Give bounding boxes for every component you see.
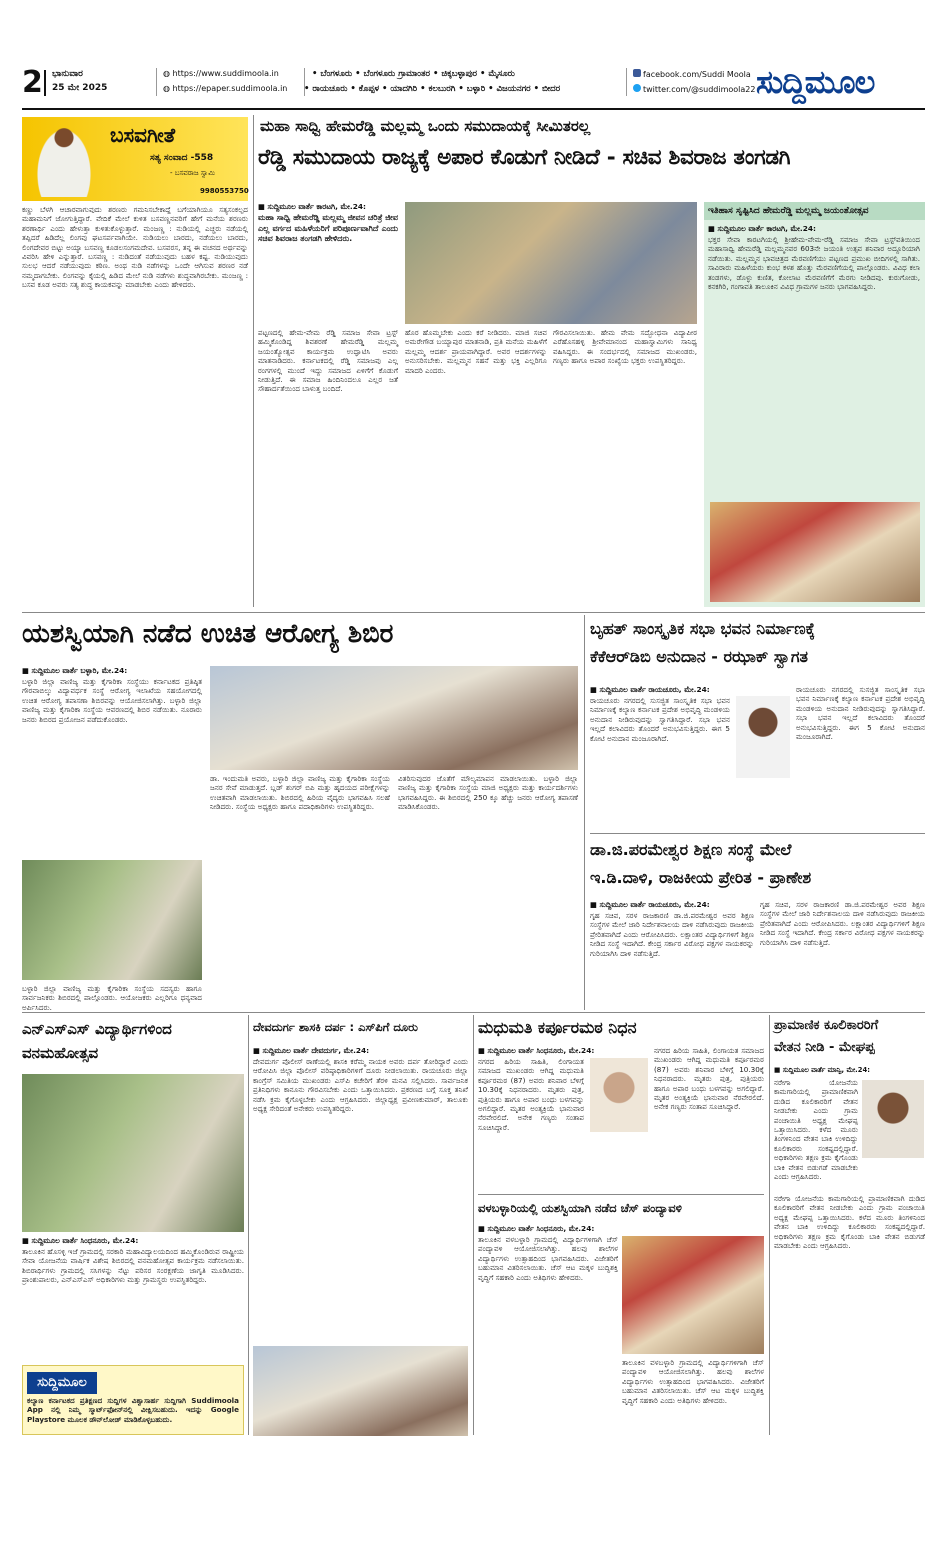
cultural-text: ರಾಯಚೂರು ನಗರದಲ್ಲಿ ಸುಸಜ್ಜಿತ ಸಾಂಸ್ಕೃತಿಕ ಸಭಾ ಭವನ ನಿರ್ಮಾಣಕ್ಕೆ ಕಲ್ಯಾಣ ಕರ್ನಾಟಕ ಪ್ರದೇಶ ಅಭಿವೃದ್ಧಿ ಮಂಡಳಿಯ ಅನುದಾನ ನೀಡಿರುವುದನ್ನು ಸ್ವಾಗತಿಸಿದ್ದಾರೆ. ಸಭಾ ಭವನ ಇಲ್ಲದೆ ಕಲಾವಿದರು ತೊಂದರೆ ಅನುಭವಿಸುತ್ತಿದ್ದರು. ಈಗ 5 ಕೋಟಿ ಅನುದಾನ ಮಂಜೂರಾಗಿದೆ. [590, 696, 730, 743]
chess-headline: ವಳಬಳ್ಳಾರಿಯಲ್ಲಿ ಯಶಸ್ವಿಯಾಗಿ ನಡೆದ ಚೆಸ್ ಪಂದ್ಯಾವಳಿ [478, 1201, 682, 1215]
cultural-headline-1: ಬೃಹತ್ ಸಾಂಸ್ಕೃತಿಕ ಸಭಾ ಭವನ ನಿರ್ಮಾಣಕ್ಕೆ [590, 619, 815, 638]
sidebar-text: ಭಕ್ತರ ಸೇವಾ ಕಾರಟಗಿಯಲ್ಲಿ ಶ್ರೀಹೇಮ-ವೇಮ-ರೆಡ್ಡಿ ಸಮಾಜ ಸೇವಾ ಟ್ರಸ್ಟ್‌ವತಿಯಿಂದ ಮಹಾಸಾಧ್ವಿ ಹೇಮರೆಡ್ಡಿ ಮಲ್ಲಮ್ಮನವರ 603ನೇ ಜಯಂತಿ ಉತ್ಸವ ಶನಿವಾರ ಅದ್ದೂರಿಯಾಗಿ ನಡೆಯಿತು. ಮಲ್ಲಮ್ಮನ ಭಾವಚಿತ್ರದ ಮೆರವಣಿಗೆಯು ಪಟ್ಟಣದ ಪ್ರಮುಖ ಬೀದಿಗಳಲ್ಲಿ ಸಾಗಿತು. ಸಾವಿರಾರು ಮಹಿಳೆಯರು ಕುಂಭ ಕಳಶ ಹೊತ್ತು ಮೆರವಣಿಗೆಯಲ್ಲಿ ಪಾಲ್ಗೊಂಡರು. ವಿವಿಧ ಕಲಾ ತಂಡಗಳು, ಡೊಳ್ಳು ಕುಣಿತ, ಕೋಲಾಟ ಮೆರವಣಿಗೆಗೆ ಮೆರಗು ನೀಡಿದವು. ಕುರುಗೋಡು, ಕನಕಗಿರಿ, ಗಂಗಾವತಿ ತಾಲೂಕಿನ ವಿವಿಧ ಗ್ರಾಮಗಳ ಜನರು ಭಾಗವಹಿಸಿದ್ದರು. [708, 235, 920, 292]
header-rule [22, 108, 925, 110]
cultural-headline-2: ಕೆಕೆಆರ್‌ಡಿಬಿ ಅನುದಾನ - ರಝಾಕ್ ಸ್ವಾಗತ [590, 647, 808, 666]
page-header [22, 63, 925, 106]
chess-byline: ■ ಸುದ್ದಿಮೂಲ ವಾರ್ತೆ ಸಿಂಧನೂರು, ಮೇ.24: [478, 1224, 595, 1233]
parameshwar-headline-2: ಇ.ಡಿ.ದಾಳಿ, ರಾಜಕೀಯ ಪ್ರೇರಿತ - ಪ್ರಾಣೇಶ [590, 868, 812, 887]
devadurga-byline: ■ ಸುದ್ದಿಮೂಲ ವಾರ್ತೆ ದೇವದುರ್ಗ, ಮೇ.24: [253, 1046, 370, 1055]
basavageete-box [22, 117, 248, 201]
sidebar-byline: ■ ಸುದ್ದಿಮೂಲ ವಾರ್ತೆ ಕಾರಟಗಿ, ಮೇ.24: [708, 224, 816, 233]
column-rule [769, 1015, 770, 1435]
parameshwar-byline: ■ ಸುದ್ದಿಮೂಲ ವಾರ್ತೆ ರಾಯಚೂರು, ಮೇ.24: [590, 900, 710, 909]
top-margin [0, 0, 945, 44]
globe-icon: ◍ [163, 84, 173, 93]
lead-quote: ಮಹಾ ಸಾಧ್ವಿ ಹೇಮರೆಡ್ಡಿ ಮಲ್ಲಮ್ಮ ಜೀವನ ಚರಿತ್ರೆ ಜೀವ ಎಲ್ಲ ವರ್ಗದ ಮಹಿಳೆಯರಿಗೆ ಪರಿಪೂರ್ಣವಾಗಿದೆ ಎಂದು ಸಚಿವ ಶಿವರಾಜ ತಂಗಡಗಿ ಹೇಳಿದರು. [258, 213, 398, 244]
epaper-link[interactable]: ◍ https://epaper.suddimoola.in [163, 84, 288, 93]
section-rule [478, 1194, 764, 1195]
lead-text-3: ಗೌರವಿಸಲಾಯಿತು. ಹೇಮ ವೇಮ ಸದ್ಭೋಧನಾ ವಿದ್ಯಾಪೀಠ ಎರೆಹೊಸಹಳ್ಳಿ ಶ್ರೀವೇಮಾನಂದ ಮಹಾಸ್ವಾಮಿಗಳು ಸಾನಿಧ್ಯ ವಹಿಸಿದ್ದರು. ಈ ಸಂದರ್ಭದಲ್ಲಿ ಸಮಾಜದ ಮುಖಂಡರು, ಗಣ್ಯರು ಹಾಗೂ ಅಪಾರ ಸಂಖ್ಯೆಯ ಭಕ್ತರು ಉಪಸ್ಥಿತರಿದ್ದರು. [553, 328, 697, 366]
basavageete-author: - ಬಸವರಾಜ ಸ್ವಾಮಿ [170, 169, 215, 177]
globe-icon: ◍ [163, 69, 173, 78]
health-camp-text-4: ಬಳ್ಳಾರಿ ಜಿಲ್ಲಾ ವಾಣಿಜ್ಯ ಮತ್ತು ಕೈಗಾರಿಕಾ ಸಂಸ್ಥೆಯ ಸದಸ್ಯರು ಹಾಗೂ ಸಾರ್ವಜನಿಕರು ಶಿಬಿರದಲ್ಲಿ ಪಾಲ್ಗೊಂಡರು. ಆಯೋಜಕರು ಎಲ್ಲರಿಗೂ ಧನ್ಯವಾದ ಅರ್ಪಿಸಿದರು. [22, 984, 202, 1012]
devadurga-photo [253, 1346, 468, 1436]
health-camp-photo-main [210, 666, 578, 770]
twitter-link[interactable]: twitter.com/@suddimoola22 [633, 84, 755, 94]
column-rule [248, 1015, 249, 1435]
sidebar-photo [710, 502, 920, 602]
wages-text-2: ನರೇಗಾ ಯೋಜನೆಯ ಕಾಮಗಾರಿಯಲ್ಲಿ ಪ್ರಾಮಾಣಿಕವಾಗಿ ದುಡಿದ ಕೂಲಿಕಾರರಿಗೆ ವೇತನ ನೀಡಬೇಕು ಎಂದು ಗ್ರಾಮ ಪಂಚಾಯಿತಿ ಅಧ್ಯಕ್ಷ ಮೇಘಪ್ಪ ಒತ್ತಾಯಿಸಿದರು. ಕಳೆದ ಮೂರು ತಿಂಗಳಿನಿಂದ ವೇತನ ಬಾಕಿ ಉಳಿದಿದ್ದು ಕೂಲಿಕಾರರು ಸಂಕಷ್ಟದಲ್ಲಿದ್ದಾರೆ. ಅಧಿಕಾರಿಗಳು ತಕ್ಷಣ ಕ್ರಮ ಕೈಗೊಂಡು ಬಾಕಿ ವೇತನ ಬಿಡುಗಡೆ ಮಾಡಬೇಕು ಎಂದು ಆಗ್ರಹಿಸಿದರು. [774, 1194, 925, 1251]
nss-headline-2: ವನಮಹೋತ್ಸವ [22, 1044, 99, 1062]
health-camp-headline: ಯಶಸ್ವಿಯಾಗಿ ನಡೆದ ಉಚಿತ ಆರೋಗ್ಯ ಶಿಬಿರ [22, 619, 394, 649]
app-ad-logo: ಸುದ್ದಿಮೂಲ [27, 1372, 97, 1394]
nss-byline: ■ ಸುದ್ದಿಮೂಲ ವಾರ್ತೆ ಸಿಂಧನೂರು, ಮೇ.24: [22, 1236, 139, 1245]
chess-text: ತಾಲೂಕಿನ ವಳಬಳ್ಳಾರಿ ಗ್ರಾಮದಲ್ಲಿ ವಿದ್ಯಾರ್ಥಿಗಳಿಗಾಗಿ ಚೆಸ್ ಪಂದ್ಯಾವಳಿ ಆಯೋಜಿಸಲಾಗಿತ್ತು. ಹಲವು ಶಾಲೆಗಳ ವಿದ್ಯಾರ್ಥಿಗಳು ಉತ್ಸಾಹದಿಂದ ಭಾಗವಹಿಸಿದರು. ವಿಜೇತರಿಗೆ ಬಹುಮಾನ ವಿತರಿಸಲಾಯಿತು. ಚೆಸ್ ಆಟ ಮಕ್ಕಳ ಬುದ್ಧಿಶಕ್ತಿ ವೃದ್ಧಿಗೆ ಸಹಕಾರಿ ಎಂದು ಅತಿಥಿಗಳು ಹೇಳಿದರು. [478, 1235, 618, 1282]
wages-byline: ■ ಸುದ್ದಿಮೂಲ ವಾರ್ತೆ ಮಾನ್ವಿ, ಮೇ.24: [774, 1066, 870, 1074]
nss-text: ತಾಲೂಕಿನ ಹೊಸಳ್ಳಿ ಇಜೆ ಗ್ರಾಮದಲ್ಲಿ ಸರಕಾರಿ ಮಹಾವಿದ್ಯಾಲಯದಿಂದ ಹಮ್ಮಿಕೊಂಡಿರುವ ರಾಷ್ಟ್ರೀಯ ಸೇವಾ ಯೋಜನೆಯ ವಾರ್ಷಿಕ ವಿಶೇಷ ಶಿಬಿರದಲ್ಲಿ ವನಮಹೋತ್ಸವ ಕಾರ್ಯಕ್ರಮ ನಡೆಸಲಾಯಿತು. ಶಿಬಿರಾರ್ಥಿಗಳು ಗ್ರಾಮದಲ್ಲಿ ಸಸಿಗಳನ್ನು ನೆಟ್ಟು ಪರಿಸರ ಸಂರಕ್ಷಣೆಯ ಜಾಗೃತಿ ಮೂಡಿಸಿದರು. ಪ್ರಾಂಶುಪಾಲರು, ಎನ್‌ಎಸ್‌ಎಸ್ ಅಧಿಕಾರಿಗಳು ಮತ್ತು ಗ್ರಾಮಸ್ಥರು ಉಪಸ್ಥಿತರಿದ್ದರು. [22, 1247, 244, 1285]
district-nav-row-1[interactable]: • ಬೆಂಗಳೂರು • ಬೆಂಗಳೂರು ಗ್ರಾಮಾಂತರ • ಚಿಕ್ಕಬಳ್ಳಾಪುರ • ಮೈಸೂರು [312, 69, 515, 79]
cultural-text-2: ರಾಯಚೂರು ನಗರದಲ್ಲಿ ಸುಸಜ್ಜಿತ ಸಾಂಸ್ಕೃತಿಕ ಸಭಾ ಭವನ ನಿರ್ಮಾಣಕ್ಕೆ ಕಲ್ಯಾಣ ಕರ್ನಾಟಕ ಪ್ರದೇಶ ಅಭಿವೃದ್ಧಿ ಮಂಡಳಿಯ ಅನುದಾನ ನೀಡಿರುವುದನ್ನು ಸ್ವಾಗತಿಸಿದ್ದಾರೆ. ಸಭಾ ಭವನ ಇಲ್ಲದೆ ಕಲಾವಿದರು ತೊಂದರೆ ಅನುಭವಿಸುತ್ತಿದ್ದರು. ಈಗ 5 ಕೋಟಿ ಅನುದಾನ ಮಂಜೂರಾಗಿದೆ. [796, 685, 925, 742]
twitter-icon [633, 84, 641, 92]
chess-text-2: ತಾಲೂಕಿನ ವಳಬಳ್ಳಾರಿ ಗ್ರಾಮದಲ್ಲಿ ವಿದ್ಯಾರ್ಥಿಗಳಿಗಾಗಿ ಚೆಸ್ ಪಂದ್ಯಾವಳಿ ಆಯೋಜಿಸಲಾಗಿತ್ತು. ಹಲವು ಶಾಲೆಗಳ ವಿದ್ಯಾರ್ಥಿಗಳು ಉತ್ಸಾಹದಿಂದ ಭಾಗವಹಿಸಿದರು. ವಿಜೇತರಿಗೆ ಬಹುಮಾನ ವಿತರಿಸಲಾಯಿತು. ಚೆಸ್ ಆಟ ಮಕ್ಕಳ ಬುದ್ಧಿಶಕ್ತಿ ವೃದ್ಧಿಗೆ ಸಹಕಾರಿ ಎಂದು ಅತಿಥಿಗಳು ಹೇಳಿದರು. [622, 1358, 764, 1405]
madhumati-text: ನಗರದ ಹಿರಿಯ ಸಾಹಿತಿ, ಲಿಂಗಾಯತ ಸಮಾಜದ ಮುಖಂಡರು ಆಗಿದ್ದ ಮಧುಮತಿ ಕರ್ಪೂರಮಠ (87) ಅವರು ಶನಿವಾರ ಬೆಳಿಗ್ಗೆ 10.30ಕ್ಕೆ ನಿಧನರಾದರು. ಮೃತರು ಪುತ್ರ, ಪುತ್ರಿಯರು ಹಾಗೂ ಅಪಾರ ಬಂಧು ಬಳಗವನ್ನು ಅಗಲಿದ್ದಾರೆ. ಮೃತರ ಅಂತ್ಯಕ್ರಿಯೆ ಭಾನುವಾರ ನೆರವೇರಲಿದೆ. ಅನೇಕ ಗಣ್ಯರು ಸಂತಾಪ ಸೂಚಿಸಿದ್ದಾರೆ. [478, 1057, 584, 1132]
health-camp-photo-small [22, 860, 202, 980]
health-camp-text-3: ವಿತರಿಸುವುದರ ಜೊತೆಗೆ ಮೌಲ್ಯಮಾಪನ ಮಾಡಲಾಯಿತು. ಬಳ್ಳಾರಿ ಜಿಲ್ಲಾ ವಾಣಿಜ್ಯ ಮತ್ತು ಕೈಗಾರಿಕಾ ಸಂಸ್ಥೆಯ ಮಾಜಿ ಅಧ್ಯಕ್ಷರು ಮತ್ತು ಕಾರ್ಯದರ್ಶಿಗಳು ಭಾಗವಹಿಸಿದ್ದರು. ಈ ಶಿಬಿರದಲ್ಲಿ 250 ಕ್ಕೂ ಹೆಚ್ಚು ಜನರು ಆರೋಗ್ಯ ತಪಾಸಣೆ ಮಾಡಿಸಿಕೊಂಡರು. [398, 774, 578, 812]
madhumati-portrait [590, 1058, 648, 1132]
facebook-icon [633, 69, 641, 77]
sidebar-heading: ಇತಿಹಾಸ ಸೃಷ್ಟಿಸಿದ ಹೇಮರೆಡ್ಡಿ ಮಲ್ಲಮ್ಮ ಜಯಂತೋತ್ಸವ [704, 202, 925, 220]
health-camp-text-2: ಡಾ. ಇಂದುಮತಿ ಅವರು, ಬಳ್ಳಾರಿ ಜಿಲ್ಲಾ ವಾಣಿಜ್ಯ ಮತ್ತು ಕೈಗಾರಿಕಾ ಸಂಸ್ಥೆಯ ಜನರ ಸೇವೆ ಮಾಡುತ್ತದೆ. ಬ್ಲಡ್ ಶುಗರ್ ಬಿಪಿ ಮತ್ತು ಹೃದಯದ ಪರೀಕ್ಷೆಗಳನ್ನು ಉಚಿತವಾಗಿ ಮಾಡಲಾಯಿತು. ಶಿಬಿರದಲ್ಲಿ ಹಿರಿಯ ವೈದ್ಯರು ಭಾಗವಹಿಸಿ ಸಲಹೆ ನೀಡಿದರು. ಸಂಸ್ಥೆಯ ಅಧ್ಯಕ್ಷರು ಹಾಗೂ ಪದಾಧಿಕಾರಿಗಳು ಉಪಸ್ಥಿತರಿದ್ದರು. [210, 774, 390, 812]
page-number: 2 [22, 65, 43, 100]
cultural-byline: ■ ಸುದ್ದಿಮೂಲ ವಾರ್ತೆ ರಾಯಚೂರು, ಮೇ.24: [590, 685, 710, 694]
column-rule [253, 115, 254, 607]
header-divider [626, 68, 627, 96]
lead-headline: ರೆಡ್ಡಿ ಸಮುದಾಯ ರಾಜ್ಯಕ್ಕೆ ಅಪಾರ ಕೊಡುಗೆ ನೀಡಿದೆ - ಸಚಿವ ಶಿವರಾಜ ತಂಗಡಗಿ [258, 145, 791, 170]
column-rule [584, 615, 585, 1010]
lead-text-2: ಹೊರ ಹೊಮ್ಮಬೇಕು ಎಂದು ಕರೆ ನೀಡಿದರು. ಮಾಜಿ ಸಚಿವ ಅಮರೇಗೌಡ ಬಯ್ಯಾಪುರ ಮಾತನಾಡಿ, ಪ್ರತಿ ಮನೆಯ ಮಹಿಳೆಗೆ ಮಲ್ಲಮ್ಮ ಆದರ್ಶ ಪ್ರಾಯವಾಗಿದ್ದಾರೆ. ಅವರ ಆದರ್ಶಗಳನ್ನು ಅನುಸರಿಸಬೇಕು. ಮಲ್ಲಮ್ಮನ ಸಹನೆ ಮತ್ತು ಭಕ್ತಿ ಎಲ್ಲರಿಗೂ ಮಾದರಿ ಎಂದರು. [405, 328, 547, 375]
section-rule [22, 1012, 925, 1013]
district-nav-row-2[interactable]: • ರಾಯಚೂರು • ಕೊಪ್ಪಳ • ಯಾದಗಿರಿ • ಕಲಬುರಗಿ • ಬಳ್ಳಾರಿ • ವಿಜಯನಗರ • ಬೀದರ [304, 84, 561, 94]
nss-photo [22, 1074, 244, 1232]
basavageete-subtitle: ಸತ್ಯ ಸಂವಾದ -558 [150, 153, 214, 163]
basavageete-phone: 9980553750 [200, 187, 249, 195]
madhumati-byline: ■ ಸುದ್ದಿಮೂಲ ವಾರ್ತೆ ಸಿಂಧನೂರು, ಮೇ.24: [478, 1046, 595, 1055]
app-ad-text: ಕಲ್ಯಾಣ ಕರ್ನಾಟಕದ ಪ್ರತಿಕ್ಷಣದ ಸುದ್ದಿಗಳ ವಿಶ್ವಾಸಾರ್ಹ ಸುದ್ದಿಗಾಗಿ Suddimoola App ನಲ್ಲಿ ನಿಮ್ಮ ಸ್ಮಾರ್ಟ್‌ಫೋನ್‌ನಲ್ಲಿ ವೀಕ್ಷಿಸಬಹುದು. ಇದನ್ನು Google Playstore ಮೂಲಕ ಡೌನ್‌ಲೋಡ್ ಮಾಡಿಕೊಳ್ಳಬಹುದು. [27, 1396, 239, 1424]
health-camp-text-1: ಬಳ್ಳಾರಿ ಜಿಲ್ಲಾ ವಾಣಿಜ್ಯ ಮತ್ತು ಕೈಗಾರಿಕಾ ಸಂಸ್ಥೆಯು ಕರ್ನಾಟಕದ ಪ್ರತಿಷ್ಠಿತ ಗೌರವಾಬಿಲ್ಕು ವಿದ್ಯಾವರ್ಧಕ ಸಂಸ್ಥೆ ಆರೋಗ್ಯ ಇಲಾಖೆಯ ಸಹಯೋಗದಲ್ಲಿ ಉಚಿತ ಆರೋಗ್ಯ ತಪಾಸಣಾ ಶಿಬಿರವನ್ನು ಆಯೋಜಿಸಲಾಗಿತ್ತು. ಬಳ್ಳಾರಿ ಜಿಲ್ಲಾ ವಾಣಿಜ್ಯ ಮತ್ತು ಕೈಗಾರಿಕಾ ಸಂಸ್ಥೆಯ ಆವರಣದಲ್ಲಿ ಶಿಬಿರ ನಡೆಯಿತು. ನೂರಾರು ಜನರು ಶಿಬಿರದ ಪ್ರಯೋಜನ ಪಡೆದುಕೊಂಡರು. [22, 677, 202, 724]
wages-text: ನರೇಗಾ ಯೋಜನೆಯ ಕಾಮಗಾರಿಯಲ್ಲಿ ಪ್ರಾಮಾಣಿಕವಾಗಿ ದುಡಿದ ಕೂಲಿಕಾರರಿಗೆ ವೇತನ ನೀಡಬೇಕು ಎಂದು ಗ್ರಾಮ ಪಂಚಾಯಿತಿ ಅಧ್ಯಕ್ಷ ಮೇಘಪ್ಪ ಒತ್ತಾಯಿಸಿದರು. ಕಳೆದ ಮೂರು ತಿಂಗಳಿನಿಂದ ವೇತನ ಬಾಕಿ ಉಳಿದಿದ್ದು ಕೂಲಿಕಾರರು ಸಂಕಷ್ಟದಲ್ಲಿದ್ದಾರೆ. ಅಧಿಕಾರಿಗಳು ತಕ್ಷಣ ಕ್ರಮ ಕೈಗೊಂಡು ಬಾಕಿ ವೇತನ ಬಿಡುಗಡೆ ಮಾಡಬೇಕು ಎಂದು ಆಗ್ರಹಿಸಿದರು. [774, 1078, 858, 1182]
header-date: 25 ಮೇ 2025 [52, 83, 108, 93]
header-divider [156, 68, 157, 96]
chess-photo [622, 1236, 764, 1354]
devadurga-headline: ದೇವದುರ್ಗ ಶಾಸಕಿ ದರ್ಪ : ಎಸ್‌ಪಿಗೆ ದೂರು [253, 1020, 418, 1034]
sidebar-box [704, 202, 925, 607]
parameshwar-headline-1: ಡಾ.ಜಿ.ಪರಮೇಶ್ವರ ಶಿಕ್ಷಣ ಸಂಸ್ಥೆ ಮೇಲೆ [590, 840, 792, 859]
madhumati-headline: ಮಧುಮತಿ ಕರ್ಪೂರಮಠ ನಿಧನ [478, 1018, 637, 1037]
lead-text-1: ಪಟ್ಟಣದಲ್ಲಿ ಹೇಮ-ವೇಮ ರೆಡ್ಡಿ ಸಮಾಜ ಸೇವಾ ಟ್ರಸ್ಟ್ ಹಮ್ಮಿಕೊಂಡಿದ್ದ ಶಿವಶರಣೆ ಹೇಮರೆಡ್ಡಿ ಮಲ್ಲಮ್ಮ ಜಯಂತ್ಯೋತ್ಸವ ಕಾರ್ಯಕ್ರಮ ಉದ್ಘಾಟಿಸಿ ಅವರು ಮಾತನಾಡಿದರು. ಕರ್ನಾಟಕದಲ್ಲಿ ರೆಡ್ಡಿ ಸಮಾಜವು ಎಲ್ಲ ರಂಗಗಳಲ್ಲಿ ಮುಂದೆ ಇದ್ದು ಸಮಾಜದ ಏಳಿಗೆಗೆ ಕೊಡುಗೆ ನೀಡುತ್ತಿದೆ. ಈ ಸಮಾಜ ಹಿಂದಿನಿಂದಲೂ ಎಲ್ಲರ ಜತೆ ಸೌಹಾರ್ದತೆಯಿಂದ ಬಾಳುತ್ತ ಬಂದಿದೆ. [258, 328, 398, 394]
wages-headline-2: ವೇತನ ನೀಡಿ - ಮೇಘಪ್ಪ [774, 1040, 875, 1055]
header-day: ಭಾನುವಾರ [52, 69, 83, 79]
section-rule [590, 833, 925, 834]
devadurga-text: ದೇವದುರ್ಗ ಪೊಲೀಸ್ ಠಾಣೆಯಲ್ಲಿ ಶಾಸಕಿ ಕರೆಮ್ಮ ನಾಯಕ ಅವರು ದರ್ಪ ತೋರಿದ್ದಾರೆ ಎಂದು ಆರೋಪಿಸಿ ಜಿಲ್ಲಾ ಪೊಲೀಸ್ ವರಿಷ್ಠಾಧಿಕಾರಿಗಳಿಗೆ ದೂರು ನೀಡಲಾಯಿತು. ರಾಯಚೂರು ಜಿಲ್ಲಾ ಕಾಂಗ್ರೆಸ್ ಸಮಿತಿಯ ಮುಖಂಡರು ಎಸ್‌ಪಿ ಕಚೇರಿಗೆ ತೆರಳಿ ಮನವಿ ಸಲ್ಲಿಸಿದರು. ಸಾರ್ವಜನಿಕ ಪ್ರತಿನಿಧಿಗಳು ಕಾನೂನು ಗೌರವಿಸಬೇಕು ಎಂದು ಒತ್ತಾಯಿಸಿದರು. ಪ್ರಕರಣದ ಬಗ್ಗೆ ಸೂಕ್ತ ತನಿಖೆ ನಡೆಸಿ ಕ್ರಮ ಕೈಗೊಳ್ಳಬೇಕು ಎಂದು ಆಗ್ರಹಿಸಿದರು. ಜಿಲ್ಲಾಧ್ಯಕ್ಷ ಪ್ರವೀಣಕುಮಾರ್, ತಾಲೂಕು ಅಧ್ಯಕ್ಷ ಸೇರಿದಂತೆ ಅನೇಕರು ಉಪಸ್ಥಿತರಿದ್ದರು. [253, 1057, 468, 1114]
app-ad-box [22, 1365, 244, 1435]
basavageete-title: ಬಸವಗೀತೆ [110, 123, 176, 147]
lead-kicker: ಮಹಾ ಸಾಧ್ವಿ ಹೇಮರೆಡ್ಡಿ ಮಲ್ಲಮ್ಮ ಒಂದು ಸಮುದಾಯಕ್ಕೆ ಸೀಮಿತರಲ್ಲ [260, 117, 591, 135]
section-rule [22, 612, 925, 613]
lead-photo [405, 202, 697, 324]
header-divider [44, 70, 46, 96]
wages-portrait [862, 1080, 924, 1158]
basavanna-illustration [32, 121, 96, 197]
cultural-portrait [736, 696, 790, 778]
health-camp-byline: ■ ಸುದ್ದಿಮೂಲ ವಾರ್ತೆ ಬಳ್ಳಾರಿ, ಮೇ.24: [22, 666, 128, 675]
bottom-margin [0, 1455, 945, 1545]
lead-byline: ■ ಸುದ್ದಿಮೂಲ ವಾರ್ತೆ ಕಾರಟಗಿ, ಮೇ.24: [258, 202, 366, 211]
column-rule [473, 1015, 474, 1435]
facebook-link[interactable]: facebook.com/Suddi Moola [633, 69, 751, 79]
madhumati-text-2: ನಗರದ ಹಿರಿಯ ಸಾಹಿತಿ, ಲಿಂಗಾಯತ ಸಮಾಜದ ಮುಖಂಡರು ಆಗಿದ್ದ ಮಧುಮತಿ ಕರ್ಪೂರಮಠ (87) ಅವರು ಶನಿವಾರ ಬೆಳಿಗ್ಗೆ 10.30ಕ್ಕೆ ನಿಧನರಾದರು. ಮೃತರು ಪುತ್ರ, ಪುತ್ರಿಯರು ಹಾಗೂ ಅಪಾರ ಬಂಧು ಬಳಗವನ್ನು ಅಗಲಿದ್ದಾರೆ. ಮೃತರ ಅಂತ್ಯಕ್ರಿಯೆ ಭಾನುವಾರ ನೆರವೇರಲಿದೆ. ಅನೇಕ ಗಣ್ಯರು ಸಂತಾಪ ಸೂಚಿಸಿದ್ದಾರೆ. [654, 1046, 764, 1112]
parameshwar-text: ಗೃಹ ಸಚಿವ, ಸರಳ ರಾಜಕಾರಣಿ ಡಾ.ಜಿ.ಪರಮೇಶ್ವರ ಅವರ ಶಿಕ್ಷಣ ಸಂಸ್ಥೆಗಳ ಮೇಲೆ ಜಾರಿ ನಿರ್ದೇಶನಾಲಯ ದಾಳಿ ನಡೆಸಿರುವುದು ರಾಜಕೀಯ ಪ್ರೇರಿತವಾಗಿದೆ ಎಂದು ಆರೋಪಿಸಿದರು. ಲಕ್ಷಾಂತರ ವಿದ್ಯಾರ್ಥಿಗಳಿಗೆ ಶಿಕ್ಷಣ ನೀಡಿದ ಸಂಸ್ಥೆ ಇದಾಗಿದೆ. ಕೇಂದ್ರ ಸರ್ಕಾರ ವಿರೋಧ ಪಕ್ಷಗಳ ನಾಯಕರನ್ನು ಗುರಿಯಾಗಿಸಿ ದಾಳಿ ನಡೆಸುತ್ತಿದೆ. [590, 911, 754, 958]
nss-headline-1: ಎನ್‌ಎಸ್‌ಎಸ್ ವಿದ್ಯಾರ್ಥಿಗಳಿಂದ [22, 1020, 172, 1038]
parameshwar-text-2: ಗೃಹ ಸಚಿವ, ಸರಳ ರಾಜಕಾರಣಿ ಡಾ.ಜಿ.ಪರಮೇಶ್ವರ ಅವರ ಶಿಕ್ಷಣ ಸಂಸ್ಥೆಗಳ ಮೇಲೆ ಜಾರಿ ನಿರ್ದೇಶನಾಲಯ ದಾಳಿ ನಡೆಸಿರುವುದು ರಾಜಕೀಯ ಪ್ರೇರಿತವಾಗಿದೆ ಎಂದು ಆರೋಪಿಸಿದರು. ಲಕ್ಷಾಂತರ ವಿದ್ಯಾರ್ಥಿಗಳಿಗೆ ಶಿಕ್ಷಣ ನೀಡಿದ ಸಂಸ್ಥೆ ಇದಾಗಿದೆ. ಕೇಂದ್ರ ಸರ್ಕಾರ ವಿರೋಧ ಪಕ್ಷಗಳ ನಾಯಕರನ್ನು ಗುರಿಯಾಗಿಸಿ ದಾಳಿ ನಡೆಸುತ್ತಿದೆ. [760, 900, 925, 947]
basavageete-text: ಕಣ್ಣು ಬೆಳಗಿ ಆಚಾರವಾಗುವುದು ಶರಣರು ಗಮನಿಸಬೇಕಾದ್ದೆ ಬಗೆಯಾಗಿಯೂ ಸತ್ಯಸಂಕಲ್ಪದ ಮಹಾಮನಿಗೆ ಜೋಗುತ್ತಿದ್ದಾರೆ. ವೇದಿಕೆ ಮೇಲೆ ಕುಳಿತ ಬಸವಣ್ಣನವರಿಗೆ ಹೇಗೆ ಮನೆಯ ಶರಣರು ಶರಣಾರ್ಥಿ ಎಂದು ಹೇಳುತ್ತಾ ಕುಳಿತುಕೊಳ್ಳುತ್ತಾರೆ. ಮಂಜಣ್ಣ : ನುಡಿಯಲ್ಲಿ ಎಚ್ಚರು ನಡೆಯಲ್ಲಿ ತಪ್ಪಿದರೆ ಹಿಡಿದೆಲ್ಲ ಲಿಂಗವು ಘಟಸರ್ಪವಾಗಿಯೇ. ನುಡಿಯಲು ಬಾರದು, ನಡೆಯಲು ಬಾರದು, ಲಿಂಗದೇವರ ಬಿಟ್ಟು ಅಯ್ಯಾ ಬಸವಣ್ಣ ಕೂಡಲಸಂಗಮದೇವ. ಬಸವರಸ, ತನ್ನ ಈ ವಚನದ ಅರ್ಥವನ್ನು ವಿವರಿಸಿ ಹೇಳಿ ಎನ್ನುತ್ತಾರೆ. ಬಸವಣ್ಣ : ನುಡಿದಂತೆ ನಡೆಯುವುದು ಬಹಳ ಕಷ್ಟ. ನುಡಿಯುವುದು ಸುಲಭ ಆದರೆ ನಡೆಯುವುದು ಕಠಿಣ. ಅಂಥ ನುಡಿ ನಡೆಗಳನ್ನು ಒಂದೇ ಆಗಿಸುವ ಶರಣರ ನಡೆ ನಮ್ಮದಾಗಬೇಕು. ಲಿಂಗವನ್ನು ಕೈಯಲ್ಲಿ ಹಿಡಿದ ಮೇಲೆ ನುಡಿ ನಡೆಗಳು ಶುದ್ಧವಾಗಿರಬೇಕು. ಮಂಜಣ್ಣ : ಬಸವ ಕೂಡ ಅವರು ಸತ್ಯ ಶುದ್ಧ ಕಾಯಕವನ್ನು ಮಾಡಬೇಕು ಎಂದು ಹೇಳಿದರು. [22, 205, 248, 290]
masthead-logo: ಸುದ್ದಿಮೂಲ [756, 63, 875, 101]
wages-headline-1: ಪ್ರಾಮಾಣಿಕ ಕೂಲಿಕಾರರಿಗೆ [774, 1018, 879, 1033]
website-link[interactable]: ◍ https://www.suddimoola.in [163, 69, 279, 78]
